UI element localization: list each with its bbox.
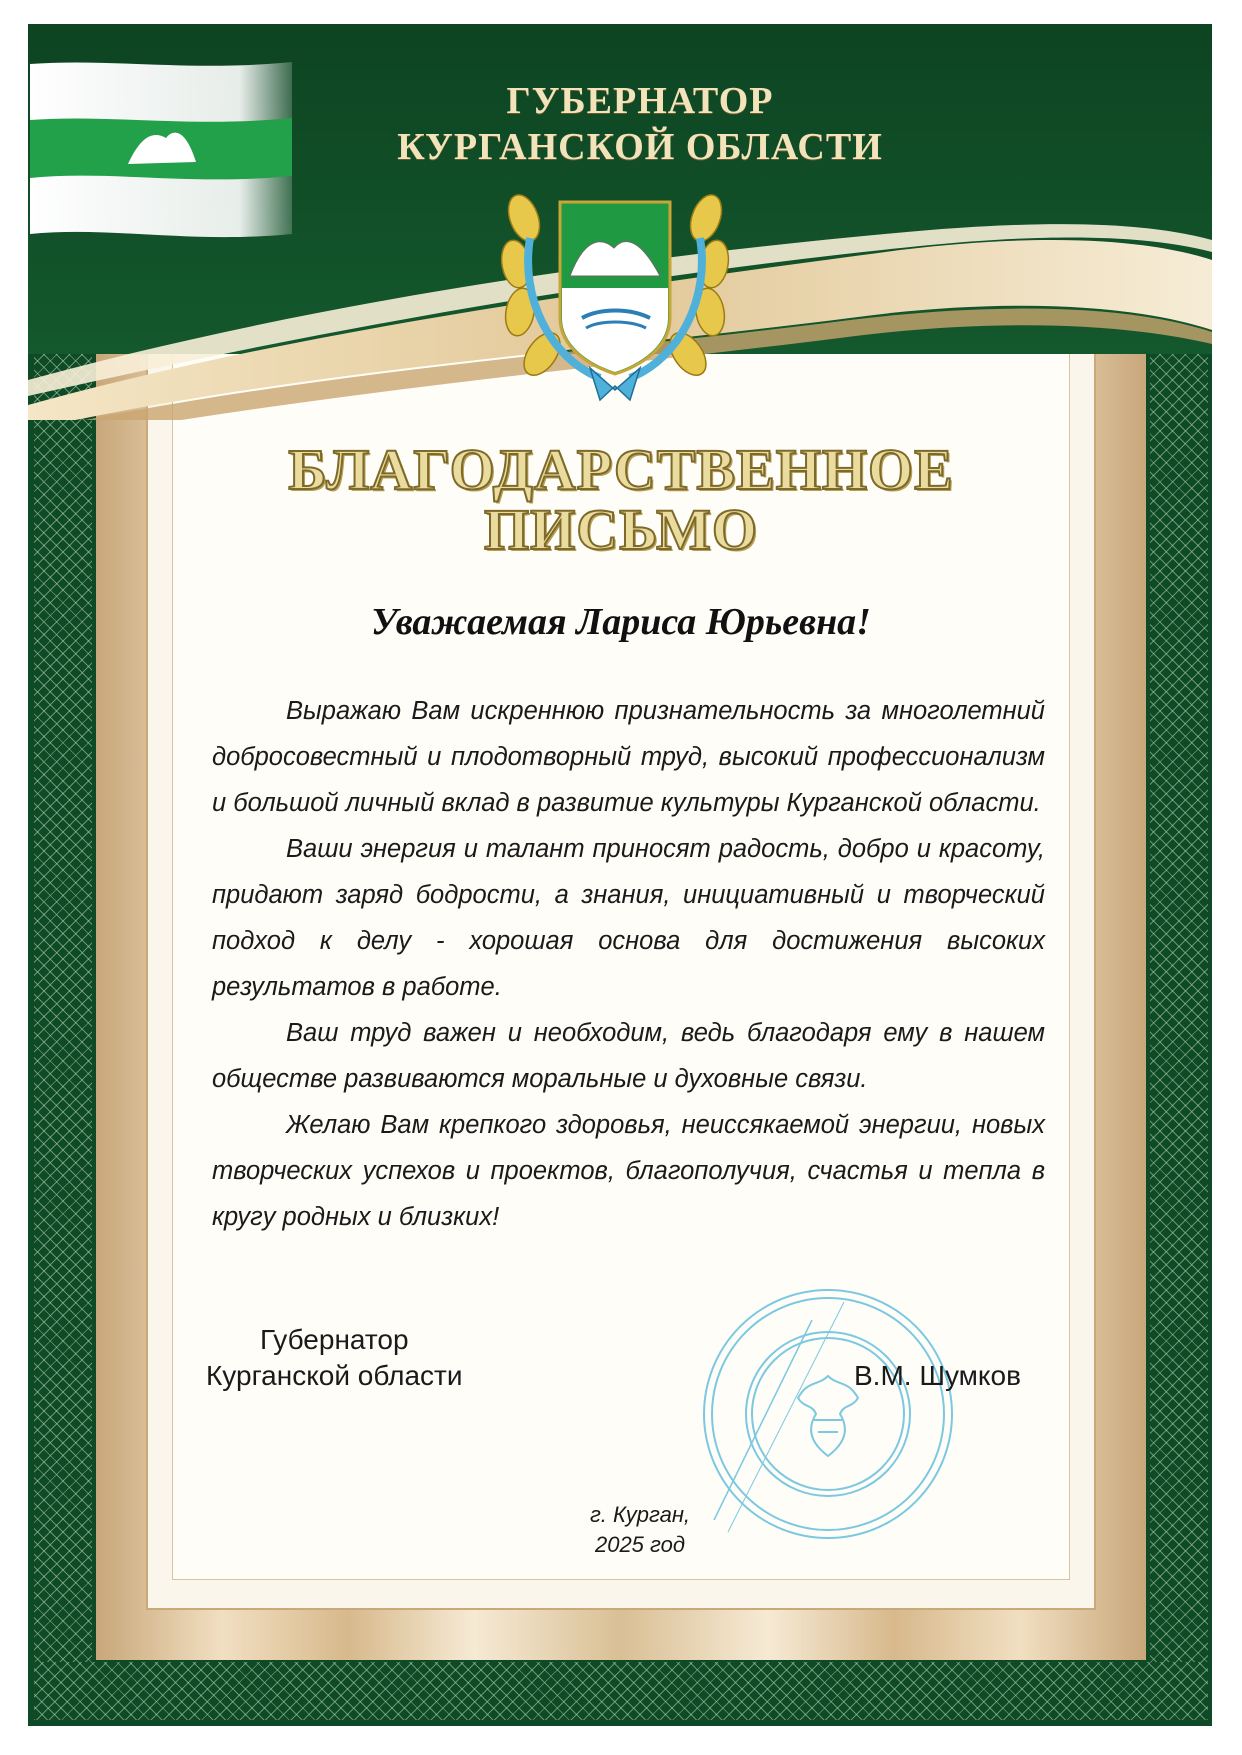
document-title <box>260 437 982 562</box>
document-title-line2: ПИСЬМО <box>484 497 758 562</box>
place-year: 2025 год <box>594 1532 686 1557</box>
signature-position-line1: Губернатор <box>259 1324 409 1355</box>
pattern-strip-bottom <box>34 1662 1208 1720</box>
signature-position-line2: Курганской области <box>206 1360 463 1391</box>
kurgan-coat-of-arms-icon <box>490 178 740 410</box>
paragraph-1: Выражаю Вам искреннюю признательность за многолетний добросовестный и плодотворный труд, высокий профессионализм и большой личный вклад в развитие культуры Курганской области. <box>212 697 1045 817</box>
document-title-line1: БЛАГОДАРСТВЕННОЕ <box>288 437 954 502</box>
pattern-strip-right <box>1150 280 1208 1720</box>
paragraph-3: Ваш труд важен и необходим, ведь благодаря ему в нашем обществе развиваются моральные и духовные связи. <box>212 1019 1045 1093</box>
pattern-strip-left <box>34 330 92 1720</box>
issuer-line1: ГУБЕРНАТОР <box>506 80 774 122</box>
letter-body <box>212 688 1045 1240</box>
salutation: Уважаемая Лариса Юрьевна! <box>371 601 871 643</box>
issuer-header <box>340 78 940 170</box>
issuer-line2: КУРГАНСКОЙ ОБЛАСТИ <box>397 126 883 168</box>
paragraph-4: Желаю Вам крепкого здоровья, неиссякаемой энергии, новых творческих успехов и проектов, благополучия, счастья и тепла в кругу родных и близких! <box>212 1111 1045 1231</box>
place-city: г. Курган, <box>589 1502 691 1527</box>
place-and-date <box>540 1500 740 1560</box>
kurgan-flag-icon <box>30 58 292 238</box>
paragraph-2: Ваши энергия и талант приносят радость, добро и красоту, придают заряд бодрости, а знания, инициативный и творческий подход к делу - хорошая основа для достижения высоких результатов в работе. <box>212 835 1045 1001</box>
signature-position <box>206 1322 462 1394</box>
signer-name: В.М. Шумков <box>854 1360 1021 1391</box>
